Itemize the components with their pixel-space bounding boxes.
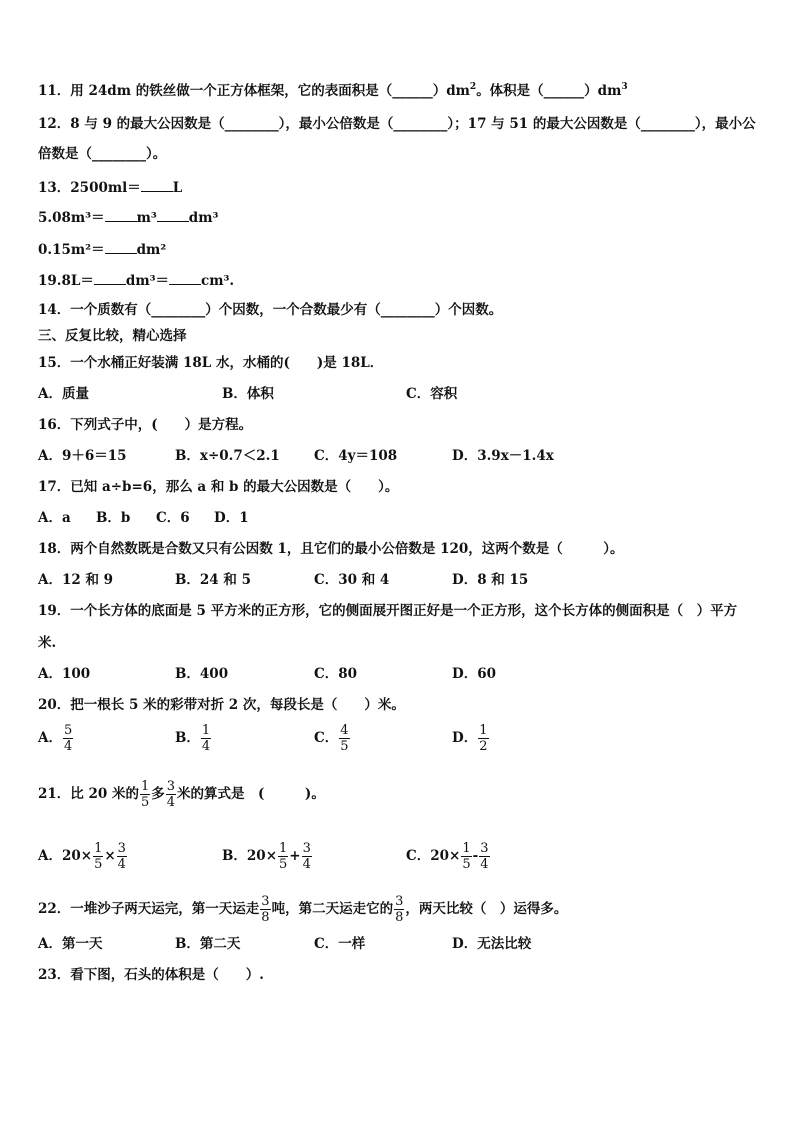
numerator: 3 — [480, 841, 489, 856]
q13-l1-text-a: 13．2500ml＝ — [38, 180, 141, 196]
q22-text-a: 22．一堆沙子两天运完，第一天运走 — [38, 901, 260, 917]
denominator: 4 — [166, 795, 176, 810]
fraction — [93, 841, 103, 872]
denominator: 5 — [279, 857, 288, 872]
option-label: B．20× — [222, 848, 278, 864]
q13-l2-text-b: m³ — [136, 210, 157, 226]
question-16: 16．下列式子中，( ）是方程。 — [38, 417, 253, 433]
numerator: 3 — [261, 894, 270, 909]
option-c[interactable]: C．6 — [156, 510, 190, 526]
operator: - — [472, 848, 479, 864]
question-19-line-1: 19．一个长方体的底面是 5 平方米的正方形，它的侧面展开图正好是一个正方形，这个长方体的侧面积是（ ）平方 — [38, 603, 738, 619]
denominator: 4 — [302, 857, 311, 872]
denominator: 5 — [140, 795, 150, 810]
option-label: C．20× — [406, 848, 461, 864]
q21-text-a: 21．比 20 米的 — [38, 786, 139, 802]
numerator: 5 — [63, 723, 73, 738]
option-a[interactable]: A．a — [38, 510, 71, 526]
q13-l2-text-a: 5.08m³＝ — [38, 210, 105, 226]
fraction — [339, 723, 349, 754]
option-a[interactable]: A．12 和 9 — [38, 572, 114, 588]
denominator: 4 — [63, 739, 73, 754]
question-13-line-3 — [38, 239, 166, 259]
option-b[interactable]: B．体积 — [222, 386, 274, 402]
question-14: 14．一个质数有（________）个因数，一个合数最少有（________）个因数。 — [38, 302, 503, 318]
option-d[interactable]: D．60 — [452, 666, 496, 682]
question-12-line-2: 倍数是（________）。 — [38, 146, 167, 162]
q21-text-b: 多 — [151, 786, 165, 802]
option-a[interactable]: A．质量 — [38, 386, 89, 402]
q11-sup-1: 2 — [469, 82, 477, 92]
q13-l3-text-a: 0.15m²＝ — [38, 242, 105, 258]
question-19-line-2: 米. — [38, 635, 57, 651]
numerator: 3 — [117, 841, 126, 856]
denominator: 5 — [462, 857, 471, 872]
fraction — [461, 841, 471, 872]
answer-blank[interactable] — [94, 270, 126, 285]
option-c[interactable] — [406, 841, 491, 872]
denominator: 4 — [117, 857, 126, 872]
question-20: 20．把一根长 5 米的彩带对折 2 次，每段长是（ ）米。 — [38, 697, 405, 713]
denominator: 2 — [479, 739, 488, 754]
numerator: 1 — [279, 841, 288, 856]
q13-l3-text-b: dm² — [136, 242, 167, 258]
question-13-line-2 — [38, 207, 218, 227]
denominator: 8 — [395, 910, 404, 925]
option-c[interactable]: C．80 — [314, 666, 358, 682]
q13-l4-text-b: dm³＝ — [125, 273, 170, 289]
fraction — [166, 779, 176, 810]
numerator: 1 — [462, 841, 471, 856]
numerator: 3 — [395, 894, 404, 909]
option-c[interactable]: C．容积 — [406, 386, 458, 402]
option-b[interactable]: B．x÷0.7＜2.1 — [175, 448, 280, 464]
answer-blank[interactable] — [141, 177, 173, 192]
fraction — [63, 723, 73, 754]
denominator: 4 — [480, 857, 489, 872]
q22-text-b: 吨，第二天运走它的 — [271, 901, 394, 917]
option-b[interactable]: B．24 和 5 — [175, 572, 251, 588]
denominator: 8 — [261, 910, 270, 925]
numerator: 3 — [166, 779, 176, 794]
answer-blank[interactable] — [105, 207, 137, 222]
question-21 — [38, 779, 325, 810]
operator: + — [289, 848, 301, 864]
fraction — [278, 841, 288, 872]
q11-sup-2: 3 — [621, 82, 628, 92]
question-15: 15．一个水桶正好装满 18L 水，水桶的( )是 18L． — [38, 355, 384, 371]
question-18: 18．两个自然数既是合数又只有公因数 1，且它们的最小公倍数是 120，这两个数是（ ）。 — [38, 541, 624, 557]
option-c[interactable]: C．30 和 4 — [314, 572, 390, 588]
option-d[interactable]: D．无法比较 — [452, 936, 532, 952]
q13-l2-text-c: dm³ — [188, 210, 219, 226]
option-b[interactable] — [222, 841, 313, 872]
question-23: 23．看下图，石头的体积是（ ）. — [38, 967, 264, 983]
option-b[interactable]: B．b — [96, 510, 131, 526]
fraction — [201, 723, 211, 754]
option-label: A． — [38, 730, 62, 746]
option-c[interactable]: C．一样 — [314, 936, 366, 952]
operator: × — [104, 848, 116, 864]
option-d[interactable]: D．3.9x－1.4x — [452, 448, 554, 464]
option-label: C． — [314, 730, 339, 746]
q21-text-c: 米的算式是 ( )。 — [177, 786, 325, 802]
option-a[interactable]: A．第一天 — [38, 936, 103, 952]
question-22 — [38, 894, 567, 925]
numerator: 1 — [94, 841, 103, 856]
numerator: 1 — [479, 723, 488, 738]
fraction — [478, 723, 488, 754]
fraction — [302, 841, 312, 872]
numerator: 1 — [140, 779, 150, 794]
section-heading: 三、反复比较，精心选择 — [38, 328, 187, 344]
fraction — [260, 894, 270, 925]
option-label: A．20× — [38, 848, 93, 864]
answer-blank[interactable] — [169, 270, 201, 285]
answer-blank[interactable] — [157, 207, 189, 222]
option-a[interactable]: A．9＋6＝15 — [38, 448, 127, 464]
q13-l4-text-c: cm³. — [201, 273, 235, 289]
q13-l4-text-a: 19.8L＝ — [38, 273, 94, 289]
option-b[interactable] — [175, 723, 212, 754]
question-17: 17．已知 a÷b=6，那么 a 和 b 的最大公因数是（ ）。 — [38, 479, 399, 495]
q13-l1-text-b: L — [172, 180, 183, 196]
denominator: 5 — [94, 857, 103, 872]
fraction — [140, 779, 150, 810]
question-11 — [38, 82, 628, 100]
fraction — [117, 841, 127, 872]
option-label: D． — [452, 730, 478, 746]
option-d[interactable] — [452, 723, 490, 754]
option-c[interactable]: C．4y＝108 — [314, 448, 398, 464]
q11-text-a: 11．用 24dm 的铁丝做一个正方体框架，它的表面积是（______）dm — [38, 83, 470, 99]
option-b[interactable]: B．400 — [175, 666, 229, 682]
option-d[interactable]: D．1 — [214, 510, 249, 526]
q11-text-b: 。体积是（______）dm — [476, 83, 622, 99]
option-label: B． — [175, 730, 200, 746]
option-a[interactable] — [38, 723, 74, 754]
question-13-line-1 — [38, 177, 182, 197]
denominator: 4 — [201, 739, 211, 754]
fraction — [479, 841, 489, 872]
q22-text-c: ，两天比较（ ）运得多。 — [405, 901, 568, 917]
option-b[interactable]: B．第二天 — [175, 936, 241, 952]
question-13-line-4 — [38, 270, 234, 290]
question-12-line-1: 12．8 与 9 的最大公因数是（________），最小公倍数是（________）；17 与 51 的最大公因数是（________），最小公 — [38, 116, 756, 132]
option-c[interactable] — [314, 723, 351, 754]
denominator: 5 — [340, 739, 349, 754]
option-a[interactable] — [38, 841, 128, 872]
numerator: 4 — [340, 723, 349, 738]
option-a[interactable]: A．100 — [38, 666, 91, 682]
answer-blank[interactable] — [105, 239, 137, 254]
numerator: 1 — [201, 723, 211, 738]
numerator: 3 — [302, 841, 311, 856]
option-d[interactable]: D．8 和 15 — [452, 572, 529, 588]
fraction — [394, 894, 404, 925]
